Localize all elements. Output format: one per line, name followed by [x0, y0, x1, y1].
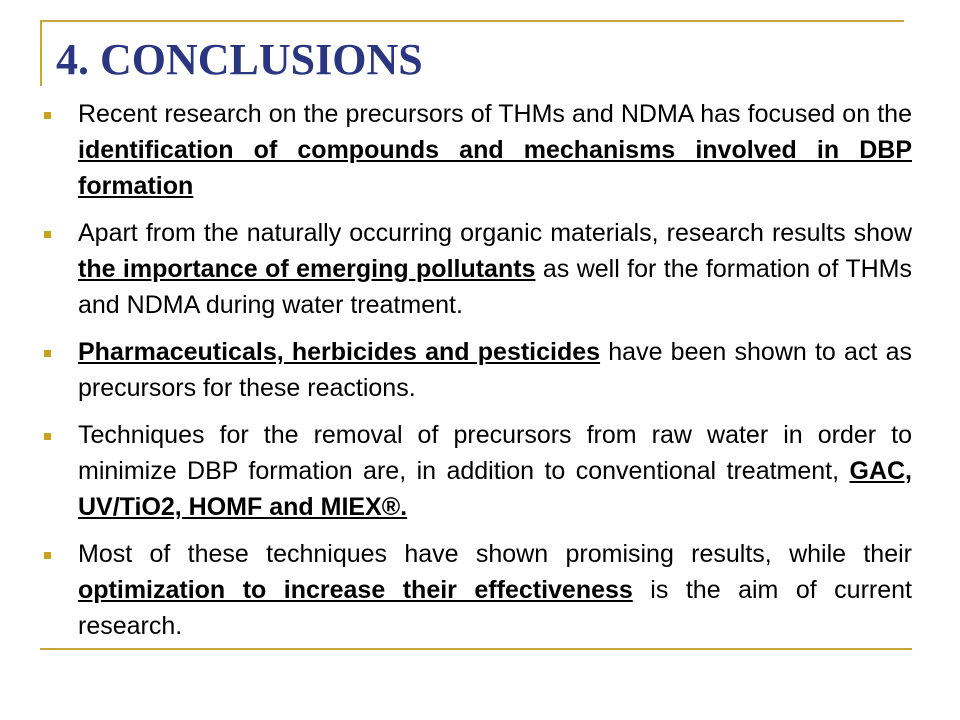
bullet-item-1 — [40, 96, 912, 204]
square-bullet-icon — [44, 552, 51, 559]
bullet-text-3 — [78, 334, 912, 406]
frame-bottom-rule — [40, 648, 912, 650]
frame-top-rule — [40, 20, 904, 22]
slide-title: 4. CONCLUSIONS — [56, 35, 423, 84]
frame-left-rule — [40, 20, 42, 86]
bullet-text-plain: have been shown to act as precursors for these reactions. — [78, 338, 912, 402]
bullet-text-4 — [78, 417, 912, 525]
bullet-text-plain: is the aim of current research. — [78, 576, 912, 640]
bullet-item-3 — [40, 334, 912, 406]
bullet-item-5 — [40, 536, 912, 644]
bullet-text-plain: as well for the formation of THMs and NDMA during water treatment. — [78, 255, 913, 319]
bullet-text-plain: Recent research on the precursors of THMs and NDMA has focused on the — [78, 100, 912, 128]
bullet-text-2 — [78, 215, 912, 323]
bullet-text-1 — [78, 96, 912, 204]
bullet-text-emphasis: GAC, UV/TiO2, HOMF and MIEX®. — [78, 457, 912, 521]
bullet-text-emphasis: Pharmaceuticals, herbicides and pesticides — [78, 338, 601, 366]
bullet-list — [40, 96, 912, 655]
bullet-text-5 — [78, 536, 912, 644]
bullet-text-emphasis: optimization to increase their effectiveness — [78, 576, 633, 604]
square-bullet-icon — [44, 433, 51, 440]
bullet-text-plain: Most of these techniques have shown promising results, while their — [78, 540, 912, 568]
square-bullet-icon — [44, 350, 51, 357]
square-bullet-icon — [44, 231, 51, 238]
bullet-text-plain: Apart from the naturally occurring organic materials, research results show — [78, 219, 912, 247]
bullet-text-plain: Techniques for the removal of precursors from raw water in order to minimize DBP formation are, in addition to conventional treatment, — [78, 421, 912, 485]
bullet-text-emphasis: the importance of emerging pollutants — [78, 255, 536, 283]
square-bullet-icon — [44, 112, 51, 119]
bullet-item-4 — [40, 417, 912, 525]
bullet-text-emphasis: identification of compounds and mechanisms involved in DBP formation — [78, 136, 912, 200]
bullet-item-2 — [40, 215, 912, 323]
